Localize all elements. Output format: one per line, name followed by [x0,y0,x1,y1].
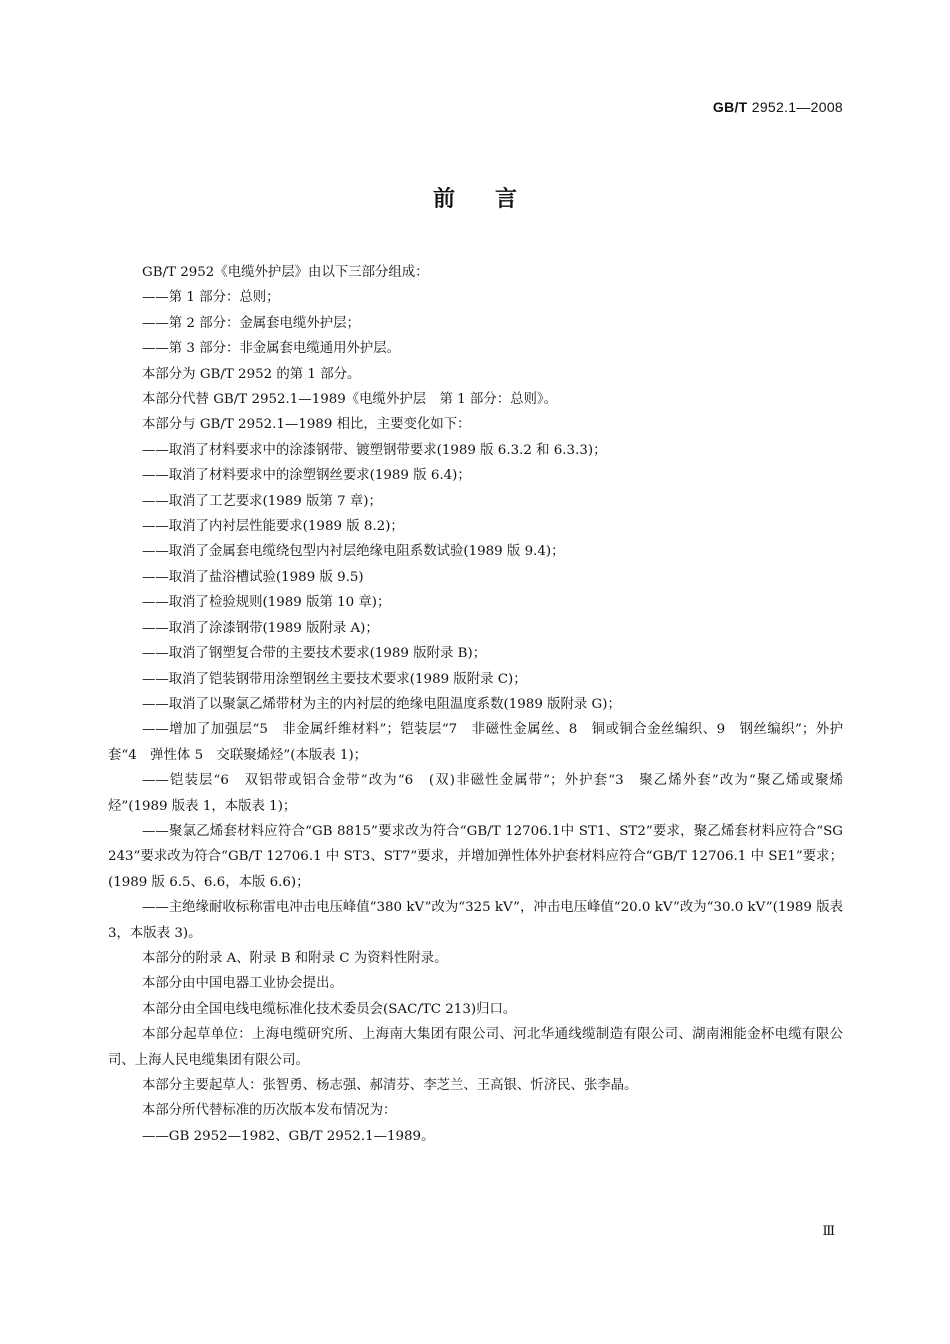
paragraph: ——取消了内衬层性能要求(1989 版 8.2)； [142,519,404,535]
paragraph: ——取消了金属套电缆绕包型内衬层绝缘电阻系数试验(1989 版 9.4)； [142,544,565,560]
paragraph: ——取消了材料要求中的涂塑钢丝要求(1989 版 6.4)； [142,468,471,484]
paragraph: GB/T 2952《电缆外护层》由以下三部分组成： [142,265,429,280]
paragraph: 本部分为 GB/T 2952 的第 1 部分。 [142,366,361,382]
paragraph: ——取消了钢塑复合带的主要技术要求(1989 版附录 B)； [142,646,487,662]
page-title: 前言 [432,187,557,212]
paragraph: 本部分由全国电线电缆标准化技术委员会(SAC/TC 213)归口。 [142,1001,517,1017]
paragraph: 本部分代替 GB/T 2952.1—1989《电缆外护层 第 1 部分：总则》。 [142,392,557,408]
document-code [713,99,843,115]
document-code-number: 2952.1—2008 [751,99,843,115]
paragraph: 本部分与 GB/T 2952.1—1989 相比，主要变化如下： [142,417,471,433]
paragraph: ——主绝缘耐收标称雷电冲击电压峰值“380 kV”改为“325 kV”，冲击电压峰值“20.0 kV”改为“30.0 kV”(1989 版表 3，本版表 3)。 [108,900,843,941]
paragraph: ——增加了加强层“5 非金属纤维材料”；铠装层“7 非磁性金属丝、8 铜或铜合金丝编织、9 钢丝编织”；外护套“4 弹性体 5 交联聚烯烃”(本版表 1)； [108,722,843,763]
paragraph: 本部分起草单位：上海电缆研究所、上海南大集团有限公司、河北华通线缆制造有限公司、湖南湘能金杯电缆有限公司、上海人民电缆集团有限公司。 [108,1027,843,1068]
paragraph: ——GB 2952—1982、GB/T 2952.1—1989。 [142,1128,435,1144]
paragraph: 本部分主要起草人：张智勇、杨志强、郝清芬、李芝兰、王高银、忻济民、张李晶。 [142,1078,638,1093]
paragraph: ——聚氯乙烯套材料应符合“GB 8815”要求改为符合“GB/T 12706.1中 ST1、ST2”要求，聚乙烯套材料应符合“SG 243”要求改为符合“GB/T 12706.1 中 ST3、ST7”要求，并增加弹性体外护套材料应符合“GB/T 12706.1 中 SE1”要求；(1989 版 6.5、6.6，本版 6.6)； [108,823,843,890]
paragraph: 本部分由中国电器工业协会提出。 [142,976,343,992]
paragraph: ——取消了工艺要求(1989 版第 7 章)； [142,493,382,509]
body-text [108,260,843,1149]
document-code-prefix: GB/T [712,99,748,115]
page-number: Ⅲ [822,1224,835,1239]
paragraph: ——第 3 部分：非金属套电缆通用外护层。 [142,341,401,357]
paragraph: ——取消了盐浴槽试验(1989 版 9.5) [142,569,364,585]
paragraph: ——第 1 部分：总则； [142,290,280,306]
paragraph: 本部分所代替标准的历次版本发布情况为： [142,1103,397,1119]
paragraph: ——铠装层“6 双铝带或铝合金带”改为“6 (双)非磁性金属带”；外护套“3 聚乙烯外套”改为“聚乙烯或聚烯烃”(1989 版表 1，本版表 1)； [108,773,843,814]
paragraph: 本部分的附录 A、附录 B 和附录 C 为资料性附录。 [142,950,448,966]
paragraph: ——第 2 部分：金属套电缆外护层； [142,315,360,331]
paragraph: ——取消了检验规则(1989 版第 10 章)； [142,595,391,611]
paragraph: ——取消了铠装钢带用涂塑钢丝主要技术要求(1989 版附录 C)； [142,671,527,687]
paragraph: ——取消了涂漆钢带(1989 版附录 A)； [142,620,379,636]
paragraph: ——取消了材料要求中的涂漆钢带、镀塑钢带要求(1989 版 6.3.2 和 6.3.3)； [142,442,607,458]
paragraph: ——取消了以聚氯乙烯带材为主的内衬层的绝缘电阻温度系数(1989 版附录 G)； [142,696,621,712]
